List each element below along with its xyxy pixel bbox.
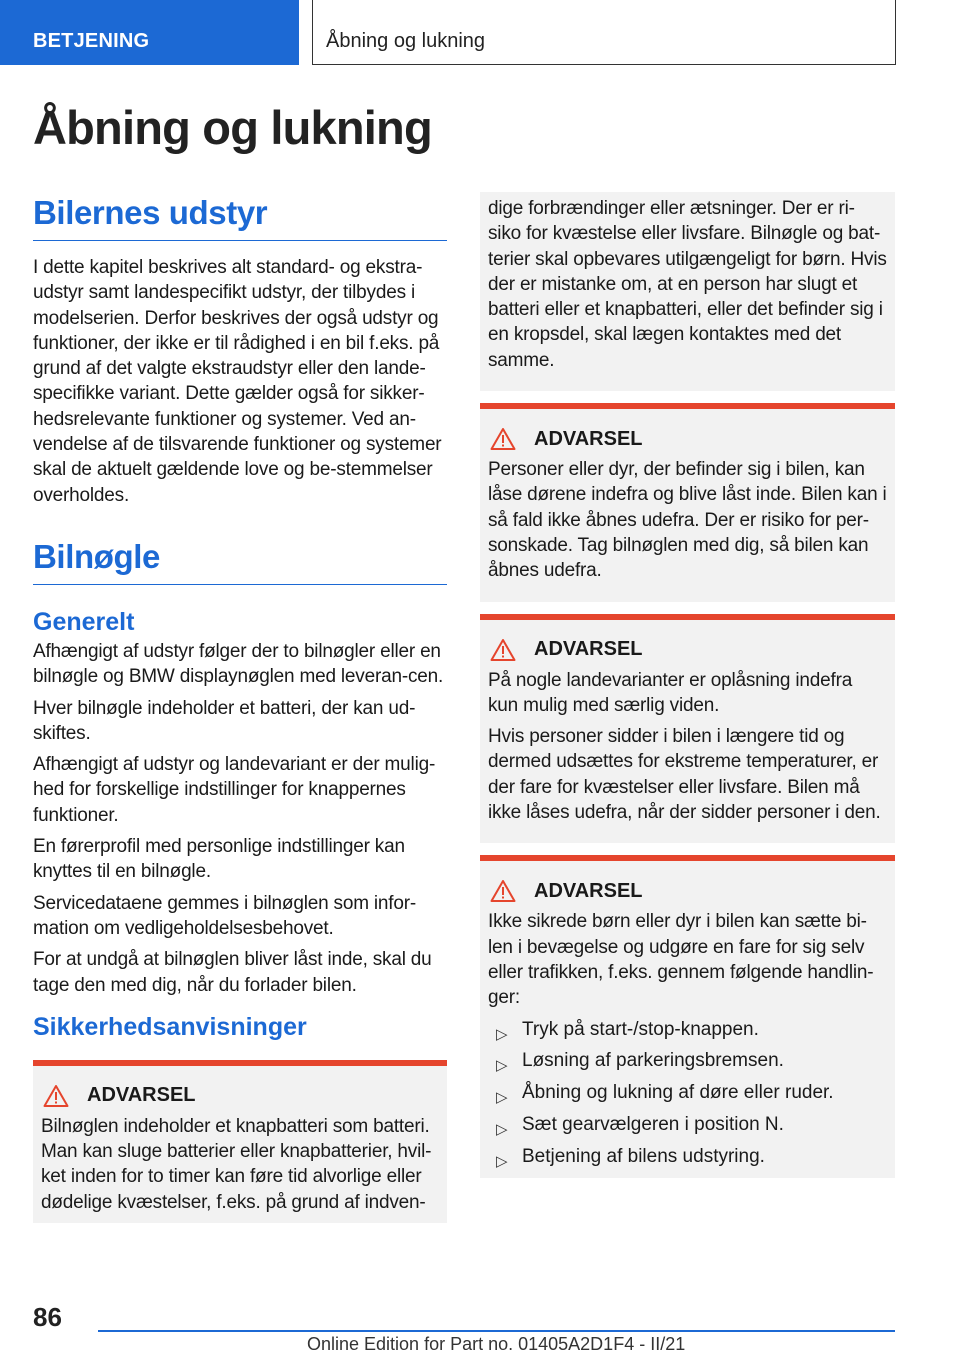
page-title: Åbning og lukning <box>33 101 432 154</box>
paragraph-generelt-6: For at undgå at bilnøglen bliver låst inde, skal du tage den med dig, når du forlader bilen. <box>33 949 432 996</box>
paragraph-generelt-1: Afhængigt af udstyr følger der to bilnøgler eller en bilnøgle og BMW displaynøglen med leveran-cen. <box>33 640 444 688</box>
warning-label: ADVARSEL <box>534 879 643 902</box>
header-section-tab <box>0 0 299 65</box>
list-item: ▷ Løsning af parkeringsbremsen. <box>488 1048 887 1073</box>
header-section-label: BETJENING <box>33 30 150 52</box>
paragraph-generelt-2: Hver bilnøgle indeholder et batteri, der kan ud-skiftes. <box>33 697 416 744</box>
list-item: ▷ Åbning og lukning af døre eller ruder. <box>488 1080 887 1105</box>
header-chapter-label: Åbning og lukning <box>326 30 486 52</box>
warning-title <box>488 638 887 662</box>
triangle-right-icon: ▷ <box>496 1057 508 1075</box>
warning-box-1 <box>33 1060 447 1223</box>
list-item: ▷ Sæt gearvælgeren i position N. <box>488 1112 887 1137</box>
triangle-right-icon: ▷ <box>496 1120 508 1138</box>
warning-triangle-icon <box>490 427 516 451</box>
footer-edition: Online Edition for Part no. 01405A2D1F4 - II/21 <box>307 1334 686 1354</box>
warning-label: ADVARSEL <box>87 1084 196 1107</box>
triangle-right-icon: ▷ <box>496 1152 508 1170</box>
warning-1-text-continued: dige forbrændinger eller ætsninger. Der er ri-siko for kvæstelse eller livsfare. Bilnøgle og bat-terier skal opbevares utilgængeligt for børn. Hvis der er mistanke om, at en person har slugt et batteri eller et knapbatteri, eller det befinder sig i en kropsdel, skal lægen kontaktes med det samme. <box>488 198 887 371</box>
paragraph-generelt-3: Afhængigt af udstyr og landevariant er der mulig-hed for forskellige indstillinger for knappernes funktioner. <box>33 754 436 826</box>
warning-1-text: Bilnøglen indeholder et knapbatteri som batteri. Man kan sluge batterier eller knapbatterier, hvil-ket inden for to timer kan føre tid alvorlige eller dødelige kvæstelser, f.eks. på grund af indven- <box>41 1115 432 1213</box>
warning-4-list <box>488 1017 887 1169</box>
heading-generelt: Generelt <box>33 607 135 636</box>
triangle-right-icon: ▷ <box>496 1089 508 1107</box>
warning-3-text-2: Hvis personer sidder i bilen i længere tid og dermed udsættes for ekstreme temperaturer, er der fare for kvæstelser eller livsfare. Bilen må ikke låses udefra, når der sidder personer i den. <box>488 726 881 824</box>
warning-title <box>41 1084 439 1108</box>
list-item: ▷ Betjening af bilens udstyring. <box>488 1144 887 1169</box>
warning-box-4 <box>480 855 895 1177</box>
footer-divider <box>98 1330 895 1332</box>
page-number: 86 <box>33 1302 62 1332</box>
warning-triangle-icon <box>43 1084 69 1108</box>
warning-3-text-1: På nogle landevarianter er oplåsning indefra kun mulig med særlig viden. <box>488 669 853 716</box>
heading-sikkerhedsanvisninger: Sikkerhedsanvisninger <box>33 1012 307 1041</box>
warning-label: ADVARSEL <box>534 638 643 661</box>
warning-4-text: Ikke sikrede børn eller dyr i bilen kan sætte bi-len i bevægelse og udgøre en fare for sig selv eller trafikken, f.eks. gennem følgende handlin-ger: <box>488 911 874 1009</box>
paragraph-udstyr: I dette kapitel beskrives alt standard- og ekstra-udstyr samt landespecifikt udstyr, der tilbydes i modelserien. Derfor beskrives der også udstyr og funktioner, der ikke er til rådighed i en bil f.eks. på grund af det valgte ekstraudstyr eller den lande-specifikke variant. Dette gælder også for sikker-hedsrelevante funktioner og systemer. Ved an-vendelse af de tilsvarende funktioner og systemer skal de aktuelt gældende love og be-stemmelser overholdes. <box>33 257 442 506</box>
paragraph-generelt-5: Servicedataene gemmes i bilnøglen som infor-mation om vedligeholdelsesbehovet. <box>33 892 416 939</box>
heading-bilernes-udstyr: Bilernes udstyr <box>33 192 447 241</box>
warning-title <box>488 427 887 451</box>
paragraph-generelt-4: En førerprofil med personlige indstillinger kan knyttes til en bilnøgle. <box>33 836 405 883</box>
heading-bilnoegle: Bilnøgle <box>33 536 447 585</box>
warning-box-3 <box>480 614 895 844</box>
header-chapter-box <box>312 0 896 65</box>
warning-triangle-icon <box>490 638 516 662</box>
warning-triangle-icon <box>490 879 516 903</box>
warning-title <box>488 879 887 903</box>
warning-box-2 <box>480 403 895 601</box>
right-column <box>480 192 895 1190</box>
warning-2-text: Personer eller dyr, der befinder sig i bilen, kan låse dørene indefra og blive låst inde. Bilen kan i så fald ikke åbnes udefra. Der er risiko for per-sonskade. Tag bilnøglen med dig, så bilen kan åbnes udefra. <box>488 459 887 582</box>
left-column <box>33 192 447 1223</box>
warning-box-1-continued <box>480 192 895 391</box>
list-item: ▷ Tryk på start-/stop-knappen. <box>488 1017 887 1042</box>
triangle-right-icon: ▷ <box>496 1025 508 1043</box>
warning-label: ADVARSEL <box>534 427 643 450</box>
